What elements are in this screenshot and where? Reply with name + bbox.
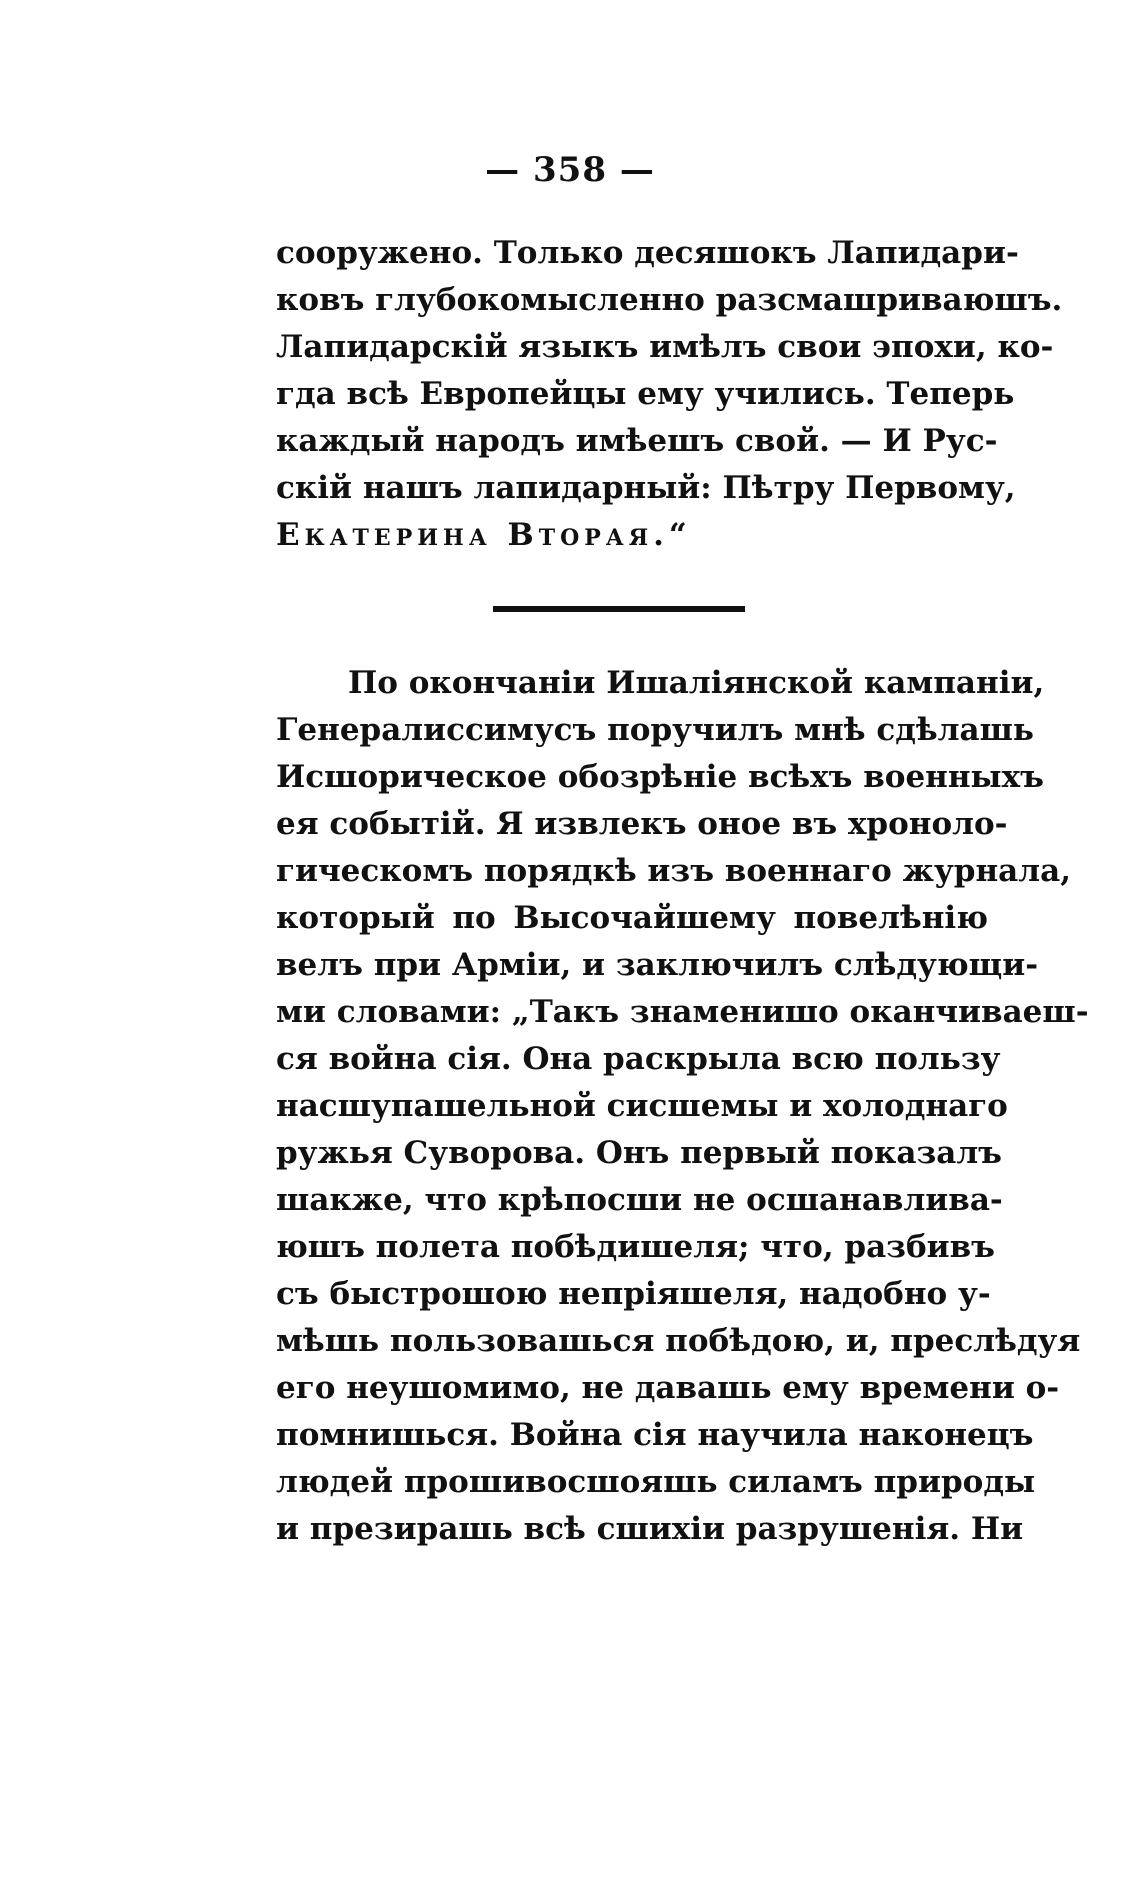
text-line: ружья Суворова. Онъ первый показалъ: [276, 1135, 1002, 1171]
text-line: ея событій. Я извлекъ оное въ хроноло-: [276, 806, 1008, 842]
text-line: ми словами: „Такъ знаменишо оканчиваеш-: [276, 994, 1089, 1030]
text-line: гическомъ порядкѣ изъ военнаго журнала,: [276, 853, 1071, 889]
page-number: — 358 —: [485, 150, 655, 190]
text-line: юшъ полета побѣдишеля; что, разбивъ: [276, 1229, 995, 1265]
text-line: ся война сія. Она раскрыла всю пользу: [276, 1041, 1001, 1077]
text-line: его неушомимо, не давашь ему времени о-: [276, 1370, 1060, 1406]
text-block-bottom: [276, 660, 1089, 1553]
paragraph-first-line: По окончаніи Ишаліянской кампаніи,: [348, 665, 1045, 701]
text-line-last: Екатерина Вторая.“: [276, 517, 692, 553]
text-line: помнишься. Война сія научила наконецъ: [276, 1417, 1034, 1453]
text-line: Генералиссимусъ поручилъ мнѣ сдѣлашь: [276, 712, 1034, 748]
text-line: людей прошивосшояшь силамъ природы: [276, 1464, 1036, 1500]
text-line: скій нашъ лапидарный: Пѣтру Первому,: [276, 470, 1016, 506]
text-line: шакже, что крѣпосши не осшанавлива-: [276, 1182, 1003, 1218]
section-divider: [493, 606, 745, 612]
text-line: ковъ глубокомысленно разсмашриваюшъ.: [276, 282, 1063, 318]
text-line: сооружено. Только десяшокъ Лапидари-: [276, 235, 1019, 271]
text-line: Лапидарскій языкъ имѣлъ свои эпохи, ко-: [276, 329, 1054, 365]
text-line: Исшорическое обозрѣніе всѣхъ военныхъ: [276, 759, 1044, 795]
text-line: и презирашь всѣ сшихіи разрушенія. Ни: [276, 1511, 1024, 1547]
text-line: мѣшь пользовашься побѣдою, и, преслѣдуя: [276, 1323, 1081, 1359]
text-block-top: [276, 230, 1063, 559]
text-line: каждый народъ имѣешъ свой. — И Рус-: [276, 423, 998, 459]
text-line: насшупашельной сисшемы и холоднаго: [276, 1088, 1008, 1124]
text-line: съ быстрошою непріяшеля, надобно у-: [276, 1276, 991, 1312]
text-line: гда всѣ Европейцы ему учились. Теперь: [276, 376, 1015, 412]
text-line: велъ при Арміи, и заключилъ слѣдующи-: [276, 947, 1039, 983]
text-line: который по Высочайшему повелѣнію: [276, 900, 988, 936]
